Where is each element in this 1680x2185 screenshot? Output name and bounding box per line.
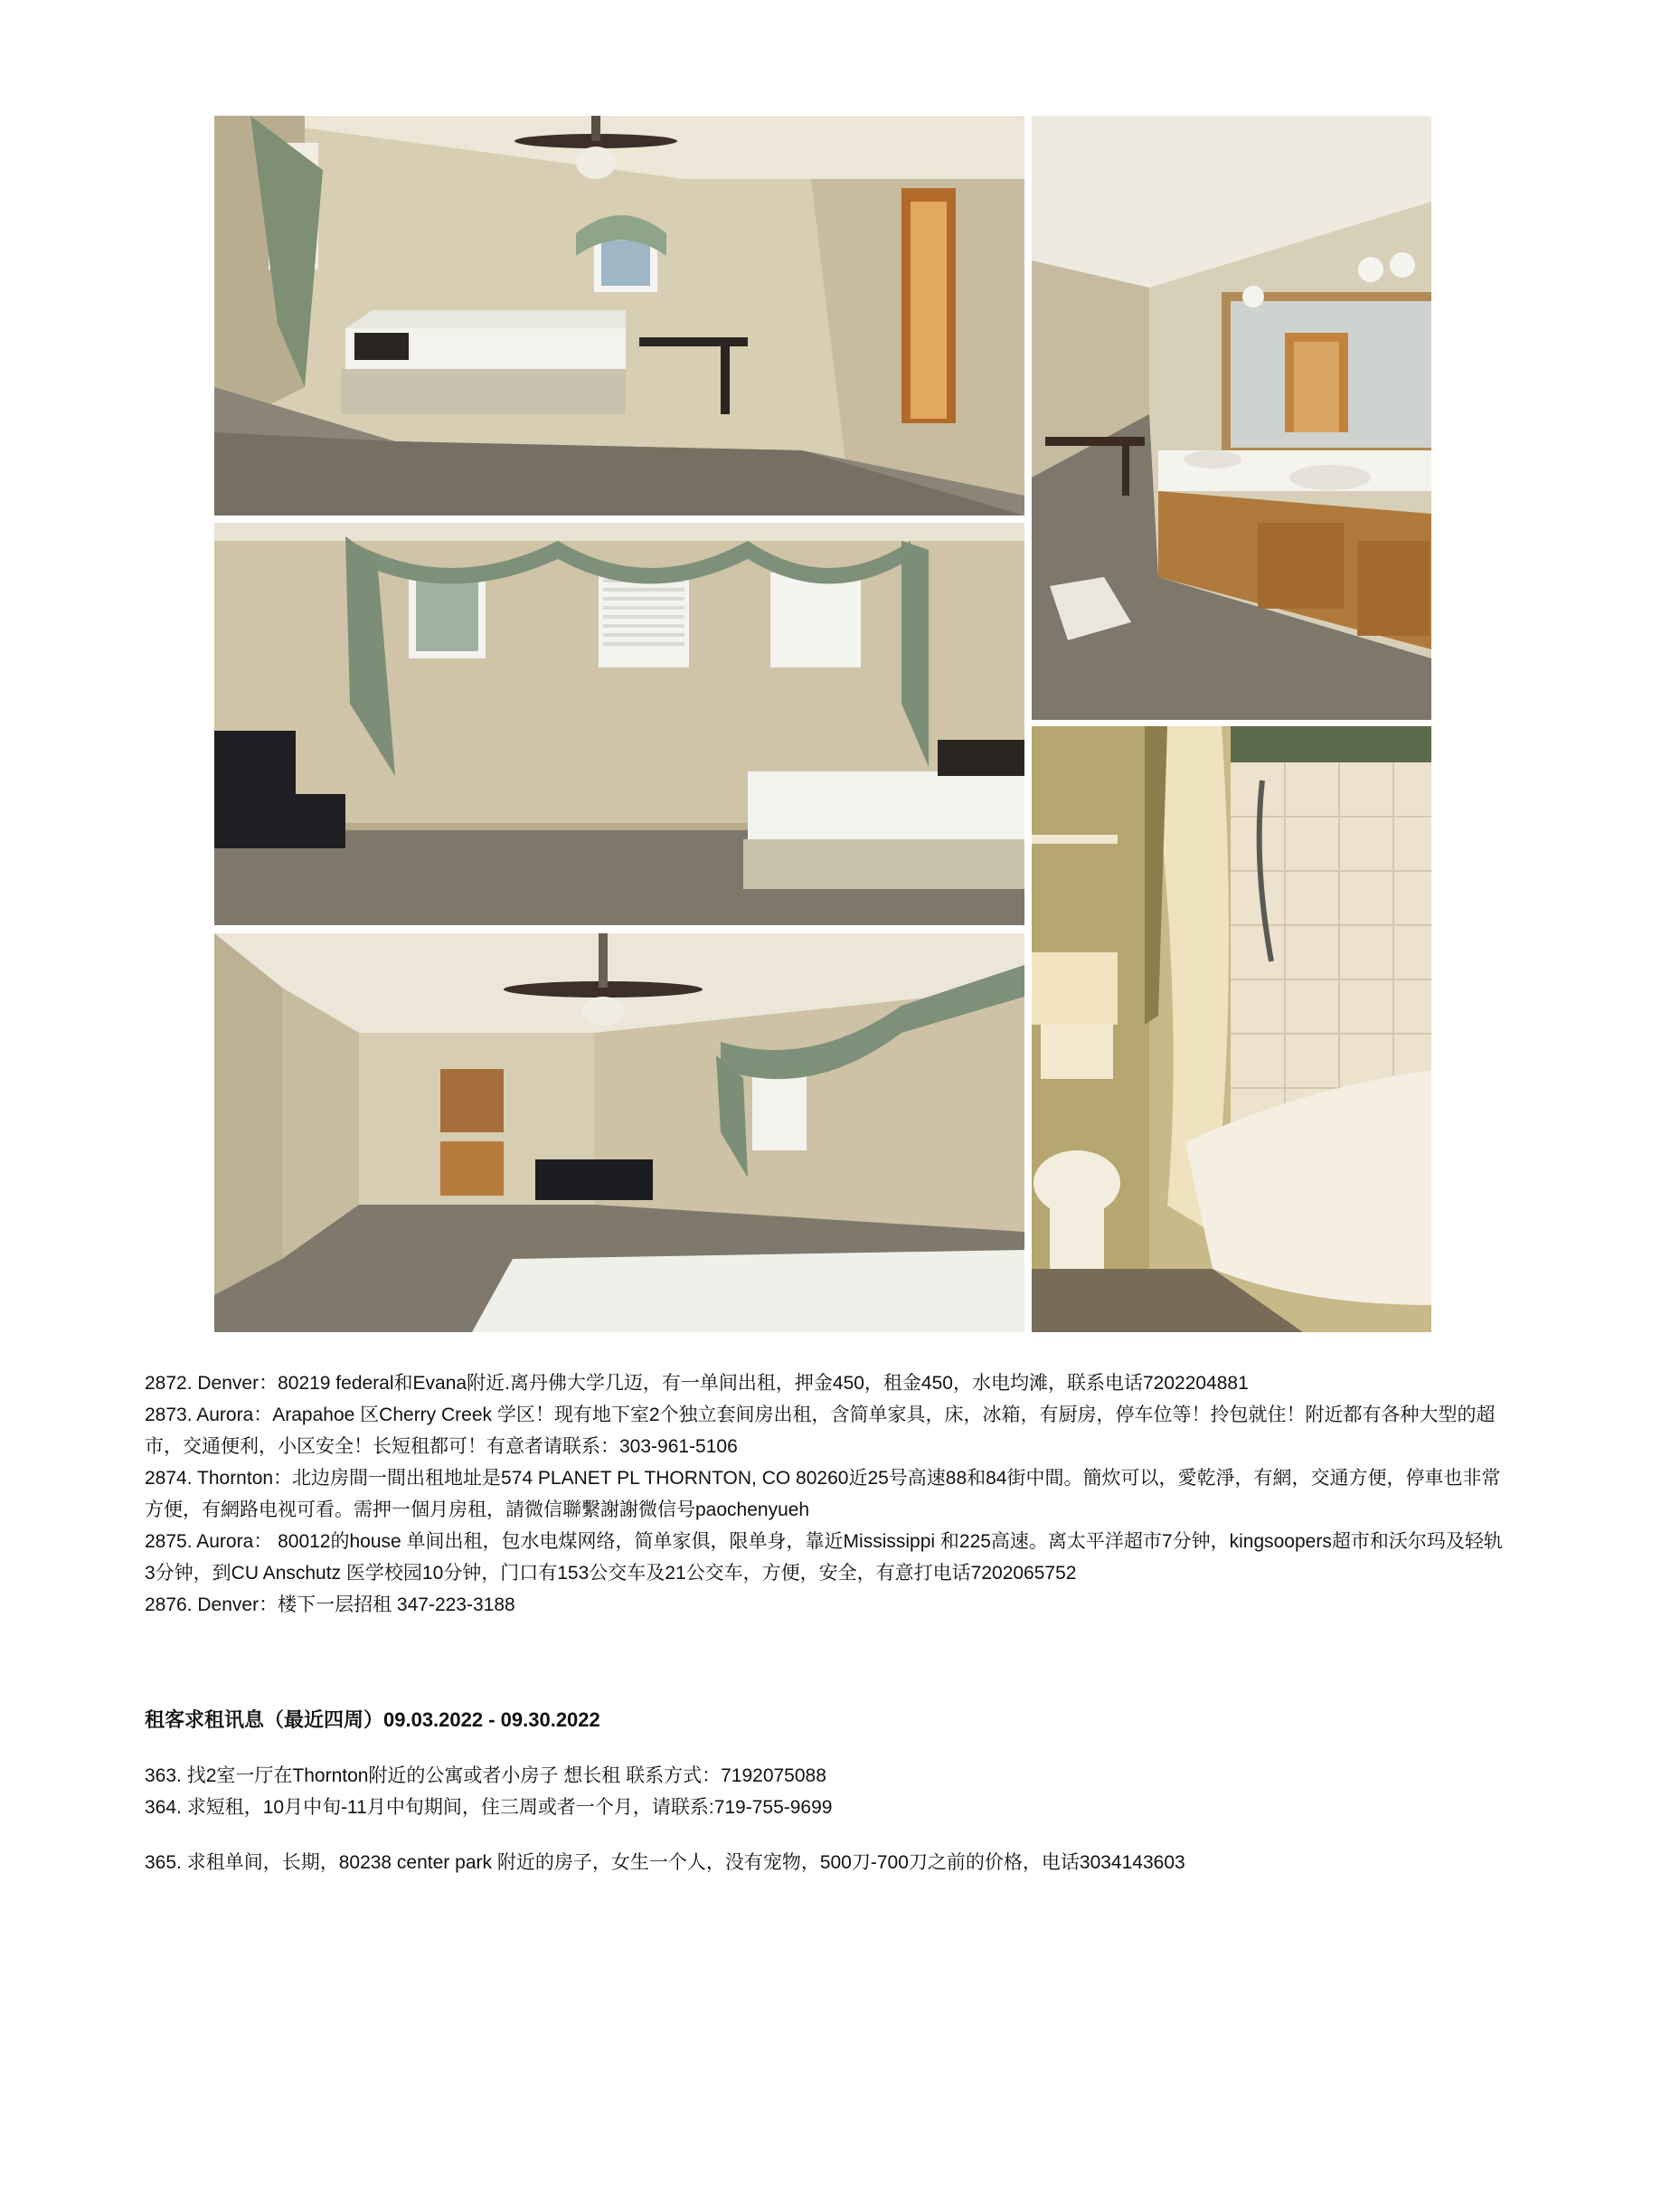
listing-item: 2874. Thornton：北边房間一間出租地址是574 PLANET PL THORNTON, CO 80260近25号高速88和84街中間。簡炊可以，愛乾淨，有網，交通方便，停車也非常方便，有網路电视可看。需押一個月房租，請微信聯繫謝謝微信号paochenyueh	[145, 1468, 1501, 1520]
seeking-list-continued	[145, 1847, 1510, 1878]
seeking-list	[145, 1760, 1510, 1823]
photo-bathroom-tub	[1032, 726, 1431, 1332]
photo-bedroom-fan-desk	[214, 116, 1024, 516]
photo-bathroom-vanity	[1032, 116, 1431, 720]
seeking-item: 363. 找2室一厅在Thornton附近的公寓或者小房子 想长租 联系方式：7192075088	[145, 1765, 826, 1786]
listing-item: 2872. Denver：80219 federal和Evana附近.离丹佛大学几迈，有一单间出租，押金450，租金450，水电均滩，联系电话7202204881	[145, 1373, 1249, 1394]
rental-listings	[145, 1367, 1510, 1621]
listing-item: 2875. Aurora： 80012的house 单间出租，包水电煤网络，简单家俱，限单身，靠近Mississippi 和225高速。离太平洋超市7分钟，kingsoopers超市和沃尔玛及轻轨3分钟，到CU Anschutz 医学校园10分钟，门口有153公交车及21公交车，方便，安全，有意打电话7202065752	[145, 1531, 1503, 1584]
seeking-section-title: 租客求租讯息（最近四周）09.03.2022 - 09.30.2022	[145, 1708, 600, 1731]
seeking-item: 365. 求租单间，长期，80238 center park 附近的房子，女生一个人，没有宠物，500刀-700刀之前的价格，电话3034143603	[145, 1852, 1185, 1873]
seeking-item: 364. 求短租，10月中旬-11月中旬期间，住三周或者一个月，请联系:719-755-9699	[145, 1797, 833, 1818]
photo-bedroom-futon-windows	[214, 523, 1024, 925]
listing-item: 2876. Denver：楼下一层招租 347-223-3188	[145, 1594, 515, 1615]
listing-item: 2873. Aurora：Arapahoe 区Cherry Creek 学区！现有地下室2个独立套间房出租，含简单家具，床，冰箱，有厨房，停车位等！拎包就住！附近都有各种大型的超市，交通便利，小区安全！长短租都可！有意者请联系：303-961-5106	[145, 1405, 1496, 1457]
photo-large-bedroom	[214, 933, 1024, 1332]
